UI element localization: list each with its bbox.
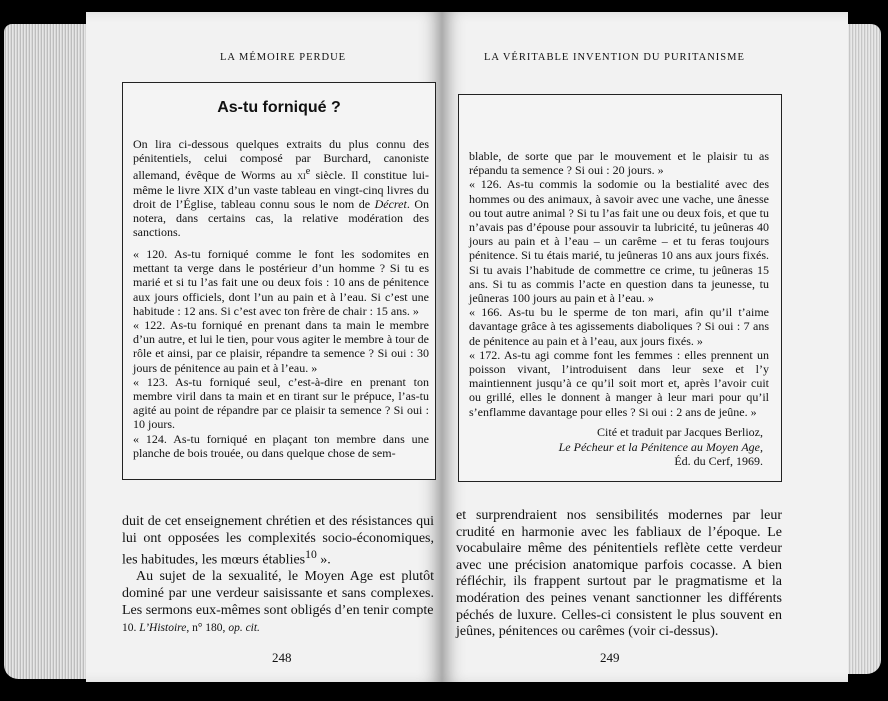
question-126: « 126. As-tu commis la sodomie ou la bestialité avec des hommes ou des animaux, à savoir avec une vache, une ânesse ou tout autre animal ? Si tu l’as fait une ou deux fois, et que tu n’avais pas d’épouse pour assouvir ta lubricité, tu jeûneras 40 jours au pain et à l’eau – un carême – et tu feras toujours pénitence. Si tu étais marié, tu jeûneras 10 ans aux jours fixés. Si tu avais l’habitude de commettre ce crime, tu jeûneras 15 ans. Si tu as commis l’acte en question dans ta jeunesse, tu jeûneras 100 jours au pain et à l’eau. » bbox=[469, 177, 769, 306]
box-questions-left bbox=[133, 247, 429, 460]
left-body-text bbox=[122, 514, 434, 619]
left-page bbox=[86, 12, 442, 682]
footnote-ref: 10 bbox=[305, 548, 317, 562]
box-intro: On lira ci-dessous quelques extraits du plus connu des pénitentiels, celui composé par Burchard, canoniste allemand, évêque de Worms au $xi^e$ siècle. Il constitue lui-même le livre XIX d’un vaste tableau en vingt-cinq livres du droit de l’Église, tableau connu sous le nom de Décret. On notera, dans certains cas, la relative modération des sanctions. bbox=[133, 137, 430, 240]
footnote: 10. L’Histoire, n° 180, op. cit. bbox=[122, 622, 260, 634]
sidebar-box-right bbox=[458, 94, 782, 482]
box-title: As-tu forniqué ? bbox=[217, 99, 341, 116]
question-120: « 120. As-tu forniqué comme le font les sodomites en mettant ta verge dans le postérieur d’un homme ? Si tu es marié et si tu l’as fait une ou deux fois : 10 ans de pénitence aux jours officiels, dont l’un au pain et à l’eau. Si c’est une habitude : 12 ans. Si c’est avec ton frère de chair : 15 ans. » bbox=[133, 247, 429, 318]
box-questions-right bbox=[469, 149, 769, 419]
citation: Cité et traduit par Jacques Berlioz, Le Pécheur et la Pénitence au Moyen Age, Éd. du Cerf, 1969. bbox=[558, 425, 763, 468]
right-page-number: 249 bbox=[600, 650, 620, 665]
body-paragraph: duit de cet enseignement chrétien et des résistances qui lui ont opposées les complexités socio-économiques, les habitudes, les mœurs établies$^{10}$ ». bbox=[122, 514, 434, 568]
left-page-edges bbox=[4, 24, 90, 679]
sidebar-box-left bbox=[122, 82, 436, 480]
question-166: « 166. As-tu bu le sperme de ton mari, afin qu’il t’aime davantage grâce à tes agissements diaboliques ? Si oui : 7 ans de pénitence au pain et à l’eau, aux jours fixés. » bbox=[469, 305, 769, 348]
right-page-edges bbox=[845, 24, 881, 674]
question-123: « 123. As-tu forniqué seul, c’est-à-dire en prenant ton membre viril dans ta main et en tirant sur le prépuce, l’as-tu agité au point de répandre par ce plaisir ta semence ? Si oui : 10 jours. bbox=[133, 374, 429, 432]
left-page-number: 248 bbox=[272, 650, 292, 665]
right-body-text bbox=[456, 508, 782, 641]
right-running-head: LA VÉRITABLE INVENTION DU PURITANISME bbox=[484, 52, 745, 63]
left-running-head: LA MÉMOIRE PERDUE bbox=[220, 52, 347, 63]
body-paragraph: et surprendraient nos sensibilités modernes par leur crudité en harmonie avec les fabliaux de l’époque. Le vocabulaire même des pénitentiels reflète cette verdeur avec une précision anatomique parfois cocasse. A bien réfléchir, ils frappent surtout par le pragmatisme et la modération des peines venant sanctionner les différents péchés de luxure. Celles-ci consistent le plus souvent en jeûnes, pénitences ou carêmes (voir ci-dessus). bbox=[456, 508, 782, 640]
question-continuation: blable, de sorte que par le mouvement et le plaisir tu as répandu ta semence ? Si oui : 20 jours. » bbox=[469, 149, 769, 178]
question-172: « 172. As-tu agi comme font les femmes : elles prennent un poisson vivant, l’introduisent dans leur sexe et l’y maintiennent jusqu’à ce qu’il soit mort et, après l’avoir cuit ou grillé, elles le donnent à manger à leur mari pour qu’il s’enflamme davantage pour elles ? Si oui : 2 ans de jeûne. » bbox=[469, 347, 769, 419]
question-122: « 122. As-tu forniqué en prenant dans ta main le membre d’un autre, et lui le tien, pour vous agiter le membre à tour de rôle et ainsi, par ce plaisir, répandre ta semence ? Si oui : 30 jours de pénitence au pain et à l’eau. » bbox=[133, 318, 429, 375]
question-124: « 124. As-tu forniqué en plaçant ton membre dans une planche de bois trouée, ou dans quelque chose de sem- bbox=[133, 431, 429, 460]
body-paragraph: Au sujet de la sexualité, le Moyen Age est plutôt dominé par une verdeur saisissante et sans complexes. Les sermons eux-mêmes sont obligés d’en tenir compte bbox=[122, 569, 434, 618]
right-page bbox=[442, 12, 848, 682]
